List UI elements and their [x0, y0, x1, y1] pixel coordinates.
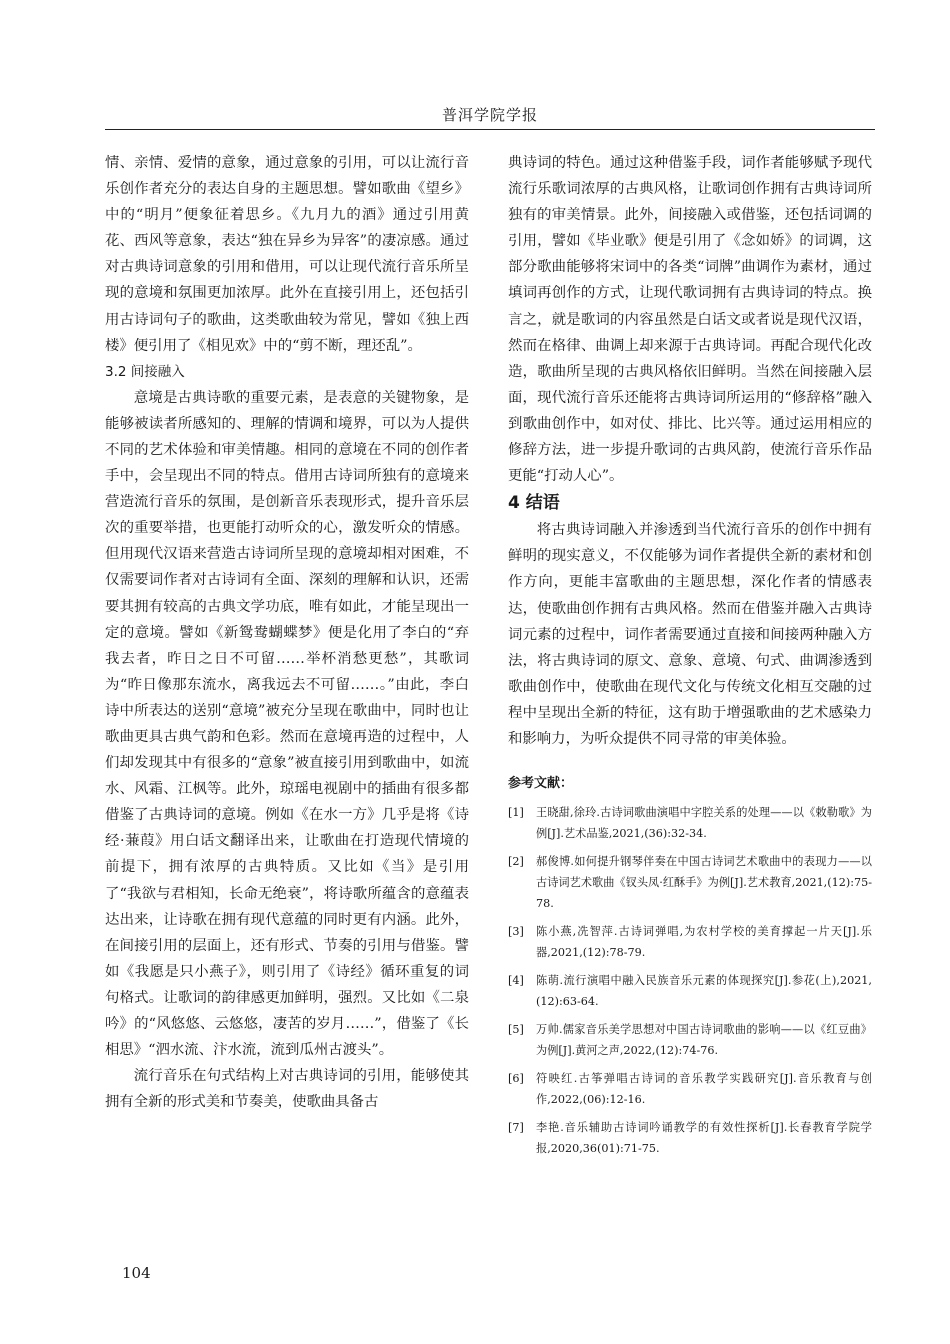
reference-text: 符映红.古筝弹唱古诗词的音乐教学实践研究[J].音乐教育与创作,2022,(06):12-16. [536, 1072, 872, 1107]
body-paragraph: 典诗词的特色。通过这种借鉴手段，词作者能够赋予现代流行乐歌词浓厚的古典风格，让歌词创作拥有古典诗词所独有的审美情景。此外，间接融入或借鉴，还包括词调的引用，譬如《毕业歌》便是引用了《念如娇》的词调，这部分歌曲能够将宋词中的各类“词牌”曲调作为素材，通过填词再创作的方式，让现代歌词拥有古典诗词的特点。换言之，就是歌词的内容虽然是白话文或者说是现代汉语，然而在格律、曲调上却来源于古典诗词。再配合现代化改造，歌曲所呈现的古典风格依旧鲜明。当然在间接融入层面，现代流行音乐还能将古典诗词所运用的“修辞格”融入到歌曲创作中，如对仗、排比、比兴等。通过运用相应的修辞方法，进一步提升歌词的古典风韵，使流行音乐作品更能“打动人心”。 [508, 155, 872, 485]
reference-text: 李艳.音乐辅助古诗词吟诵教学的有效性探析[J].长春教育学院学报,2020,36(01):71-75. [536, 1121, 872, 1156]
body-paragraph: 情、亲情、爱情的意象，通过意象的引用，可以让流行音乐创作者充分的表达自身的主题思想。譬如歌曲《望乡》中的“明月”便象征着思乡。《九月九的酒》通过引用黄花、西风等意象，表达“独在异乡为异客”的凄凉感。通过对古典诗词意象的引用和借用，可以让现代流行音乐所呈现的意境和氛围更加浓厚。此外在直接引用上，还包括引用古诗词句子的歌曲，这类歌曲较为常见，譬如《独上西楼》便引用了《相见欢》中的“剪不断，理还乱”。 [105, 155, 469, 354]
body-paragraph: 流行音乐在句式结构上对古典诗词的引用，能够使其拥有全新的形式美和节奏美，使歌曲具备古 [105, 1068, 469, 1111]
reference-number: [5] [508, 1023, 524, 1037]
body-paragraph: 将古典诗词融入并渗透到当代流行音乐的创作中拥有鲜明的现实意义，不仅能够为词作者提供全新的素材和创作方向，更能丰富歌曲的主题思想，深化作者的情感表达，使歌曲创作拥有古典风格。然而在借鉴并融入古典诗词元素的过程中，词作者需要通过直接和间接两种融入方法，将古典诗词的原文、意象、意境、句式、曲调渗透到歌曲创作中，使歌曲在现代文化与传统文化相互交融的过程中呈现出全新的特征，这有助于增强歌曲的艺术感染力和影响力，为听众提供不同寻常的审美体验。 [508, 522, 872, 747]
reference-number: [1] [508, 806, 524, 820]
reference-item [508, 1019, 872, 1061]
reference-number: [3] [508, 925, 524, 939]
body-paragraph: 意境是古典诗歌的重要元素，是表意的关键物象，是能够被读者所感知的、理解的情调和境界，可以为人提供不同的艺术体验和审美情趣。相同的意境在不同的创作者手中，会呈现出不同的特点。借用古诗词所独有的意境来营造流行音乐的氛围，是创新音乐表现形式，提升音乐层次的重要举措，也更能打动听众的心，激发听众的情感。但用现代汉语来营造古诗词所呈现的意境却相对困难，不仅需要词作者对古诗词有全面、深刻的理解和认识，还需要其拥有较高的古典文学功底，唯有如此，才能呈现出一定的意境。譬如《新鸳鸯蝴蝶梦》便是化用了李白的“弃我去者，昨日之日不可留……举杯消愁更愁”，其歌词为“昨日像那东流水，离我远去不可留……。”由此，李白诗中所表达的送别“意境”被充分呈现在歌曲中，同时也让歌曲更具古典气韵和色彩。然而在意境再造的过程中，人们却发现其中有很多的“意象”被直接引用到歌曲中，如流水、风霜、江枫等。此外，琼瑶电视剧中的插曲有很多都借鉴了古典诗词的意境。例如《在水一方》几乎是将《诗经·蒹葭》用白话文翻译出来，让歌曲在打造现代情境的前提下，拥有浓厚的古典特质。又比如《当》是引用了“我欲与君相知，长命无绝衰”，将诗歌所蕴含的意蕴表达出来，让诗歌在拥有现代意蕴的同时更有内涵。此外，在间接引用的层面上，还有形式、节奏的引用与借鉴。譬如《我愿是只小燕子》，则引用了《诗经》循环重复的词句格式。让歌词的韵律感更加鲜明，强烈。又比如《二泉吟》的“风悠悠、云悠悠，凄苦的岁月……”，借鉴了《长相思》“泗水流、汴水流，流到瓜州古渡头”。 [105, 389, 469, 1059]
reference-text: 郝俊博.如何提升钢琴伴奏在中国古诗词艺术歌曲中的表现力——以古诗词艺术歌曲《钗头凤·红酥手》为例[J].艺术教育,2021,(12):75-78. [536, 855, 872, 911]
references-title: 参考文献： [508, 776, 574, 792]
reference-item [508, 851, 872, 914]
section-heading-4: 4 结语 [508, 493, 560, 514]
references-list [508, 802, 872, 1159]
reference-item [508, 802, 872, 844]
reference-text: 陈萌.流行演唱中融入民族音乐元素的体现探究[J].参花(上),2021,(12):63-64. [536, 974, 872, 1009]
reference-text: 王晓甜,徐玲.古诗词歌曲演唱中字腔关系的处理——以《敕勒歌》为例[J].艺术品鉴,2021,(36):32-34. [536, 806, 872, 841]
right-column [508, 150, 872, 1166]
reference-number: [2] [508, 855, 524, 869]
reference-item [508, 1068, 872, 1110]
left-column [105, 150, 469, 1115]
reference-number: [6] [508, 1072, 524, 1086]
reference-number: [7] [508, 1121, 524, 1135]
reference-item [508, 970, 872, 1012]
reference-item [508, 921, 872, 963]
reference-number: [4] [508, 974, 524, 988]
reference-text: 万帅.儒家音乐美学思想对中国古诗词歌曲的影响——以《红豆曲》为例[J].黄河之声,2022,(12):74-76. [536, 1023, 872, 1058]
section-heading-3-2: 3.2 间接融入 [105, 363, 185, 380]
header-divider [105, 129, 875, 130]
reference-item [508, 1117, 872, 1159]
reference-text: 陈小燕,冼智萍.古诗词弹唱,为农村学校的美育撑起一片天[J].乐器,2021,(12):78-79. [536, 925, 872, 960]
page-number: 104 [122, 1264, 151, 1282]
journal-header: 普洱学院学报 [441, 106, 538, 124]
